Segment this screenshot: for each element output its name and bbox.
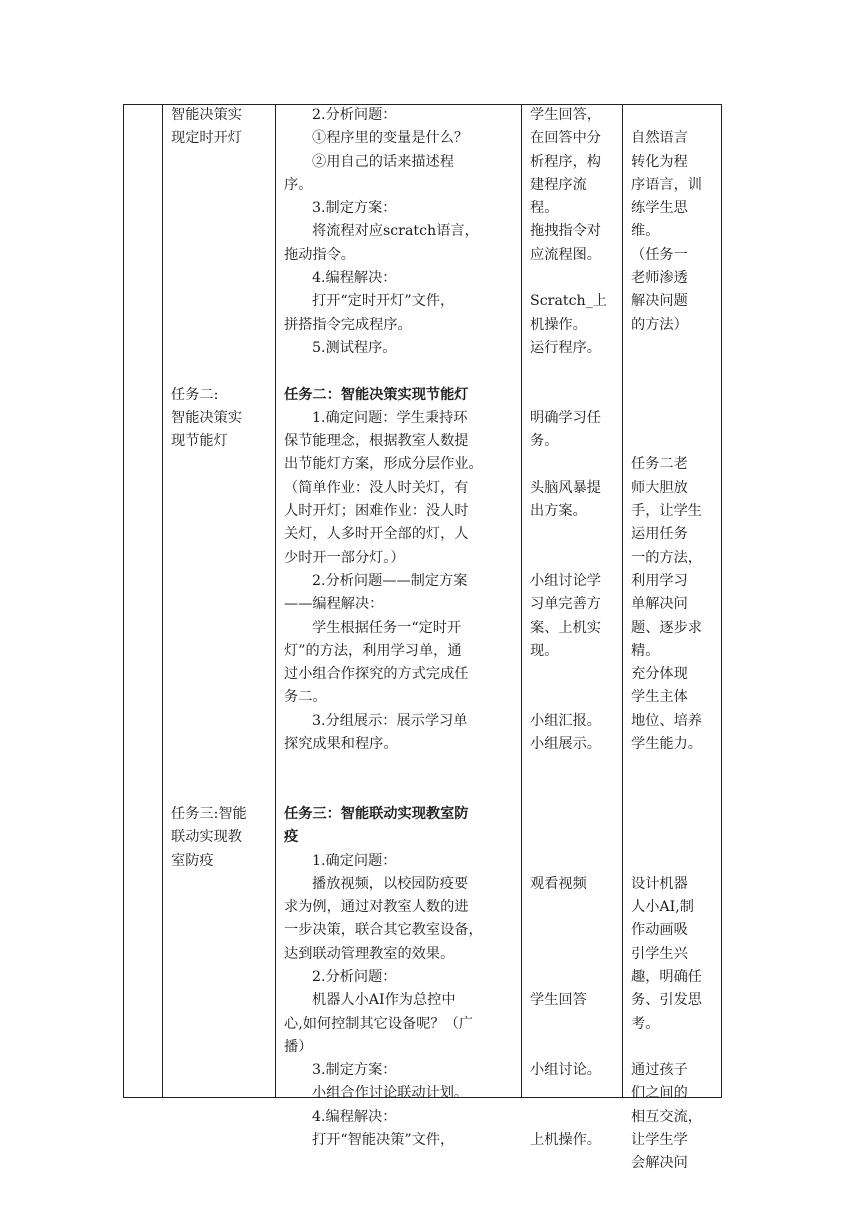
process-line: 求为例，通过对教室人数的进 xyxy=(284,899,469,916)
student-activity-line: 案、上机实 xyxy=(530,619,601,636)
teaching-process-column xyxy=(276,104,521,1152)
student-activity-line xyxy=(530,523,616,546)
design-intent-line: 运用任务 xyxy=(631,526,688,543)
design-intent-line: 题、逐步求 xyxy=(631,619,702,636)
design-intent-line: 人小AI,制 xyxy=(631,899,694,916)
design-intent-line: 作动画吸 xyxy=(631,922,688,939)
process-line: 达到联动管理教室的效果。 xyxy=(284,945,455,962)
process-line: 心,如何控制其它设备呢？（广 xyxy=(284,1015,473,1032)
task-name-line xyxy=(171,244,269,267)
student-activity-line: 析程序，构 xyxy=(530,153,601,170)
process-line xyxy=(284,360,515,383)
student-activity-line: 运行程序。 xyxy=(530,339,601,356)
task-name-line xyxy=(171,174,269,197)
process-line: （简单作业：没人时关灯，有 xyxy=(284,479,469,496)
student-activity-line xyxy=(530,360,616,383)
design-intent-line: 会解决问 xyxy=(631,1155,688,1172)
task-name-line xyxy=(171,570,269,593)
design-intent-line: 务、引发思 xyxy=(631,992,702,1009)
student-activity-line: 学生回答， xyxy=(530,107,601,123)
process-line: 过小组合作探究的方式完成任 xyxy=(284,666,469,683)
design-intent-line: 任务二老 xyxy=(631,456,688,473)
student-activity-line: 观看视频 xyxy=(530,875,587,892)
design-intent-line: 转化为程 xyxy=(631,153,688,170)
student-activity-line: 小组讨论学 xyxy=(530,572,601,589)
task-name-line xyxy=(171,314,269,337)
design-intent-column xyxy=(623,104,721,1176)
process-line: 一步决策，联合其它教室设备， xyxy=(284,922,483,939)
student-activity-line: 小组汇报。 xyxy=(530,712,601,729)
task-name-line xyxy=(171,686,269,709)
student-activity-line: 应流程图。 xyxy=(530,246,601,263)
design-intent-line: 精。 xyxy=(631,642,660,659)
process-line: 小组合作讨论联动计划。 xyxy=(312,1085,469,1102)
task-name-line xyxy=(171,477,269,500)
design-intent-line: 通过孩子 xyxy=(631,1062,688,1079)
design-intent-line: 充分体现 xyxy=(631,666,688,683)
student-activity-line: 学生回答 xyxy=(530,992,587,1009)
process-line: 学生根据任务一“定时开 xyxy=(312,619,462,636)
task-name-line: 现节能灯 xyxy=(171,433,228,450)
process-line xyxy=(284,780,515,803)
task-name-line xyxy=(171,267,269,290)
task-name-line xyxy=(171,710,269,733)
design-intent-line xyxy=(631,780,715,803)
student-activity-line xyxy=(530,547,616,570)
design-intent-line: 一的方法， xyxy=(631,549,702,566)
task-name-column xyxy=(163,104,275,873)
design-intent-line xyxy=(631,360,715,383)
student-activity-line xyxy=(530,826,616,849)
task-name-line xyxy=(171,290,269,313)
design-intent-line: 让学生学 xyxy=(631,1132,688,1149)
design-intent-line: 的方法） xyxy=(631,316,688,333)
task-name-line xyxy=(171,780,269,803)
student-activity-line: 小组展示。 xyxy=(530,736,601,753)
student-activity-column xyxy=(522,104,622,1152)
design-intent-line: 设计机器 xyxy=(631,875,688,892)
task-name-line xyxy=(171,593,269,616)
design-intent-line xyxy=(631,407,715,430)
student-activity-line xyxy=(530,663,616,686)
process-line: 3.分组展示：展示学习单 xyxy=(312,712,468,729)
student-activity-line xyxy=(530,780,616,803)
design-intent-line: 相互交流， xyxy=(631,1108,702,1125)
process-line: 拖动指令。 xyxy=(284,246,355,263)
task-name-line xyxy=(171,617,269,640)
process-line: 人时开灯；困难作业：没人时 xyxy=(284,503,469,520)
student-activity-line xyxy=(530,756,616,779)
student-activity-line: 机操作。 xyxy=(530,316,587,333)
design-intent-line xyxy=(631,756,715,779)
student-activity-line: 现。 xyxy=(530,642,559,659)
task-name-line: 智能决策实 xyxy=(171,409,242,426)
process-line: 4.编程解决： xyxy=(312,1108,397,1125)
process-line: 5.测试程序。 xyxy=(312,339,397,356)
process-line: 关灯，人多时开全部的灯，人 xyxy=(284,526,469,543)
task-heading: 任务二：智能决策实现节能灯 xyxy=(284,386,469,403)
table-border-right xyxy=(721,104,722,1098)
task-name-line xyxy=(171,197,269,220)
student-activity-line xyxy=(530,803,616,826)
design-intent-line: 地位、培养 xyxy=(631,712,702,729)
task-heading: 任务三：智能联动实现教室防 xyxy=(284,805,469,822)
process-line: 打开“定时开灯”文件， xyxy=(312,293,455,310)
design-intent-line: 序语言，训 xyxy=(631,176,702,193)
process-line: ②用自己的话来描述程 xyxy=(312,153,454,170)
process-line: ①程序里的变量是什么？ xyxy=(312,130,469,147)
task-heading: 疫 xyxy=(284,829,299,846)
process-line: 打开“智能决策”文件， xyxy=(312,1132,455,1149)
design-intent-line: 考。 xyxy=(631,1015,660,1032)
design-intent-line xyxy=(631,826,715,849)
process-line: 1.确定问题：学生秉持环 xyxy=(312,409,468,426)
student-activity-line xyxy=(530,896,616,919)
process-line: 3.制定方案： xyxy=(312,200,397,217)
design-intent-line: 单解决问 xyxy=(631,596,688,613)
design-intent-line xyxy=(631,850,715,873)
process-line: 将流程对应scratch语言， xyxy=(312,223,479,240)
design-intent-line: 维。 xyxy=(631,223,660,240)
student-activity-line: Scratch_上 xyxy=(530,293,607,310)
task-name-line xyxy=(171,733,269,756)
student-activity-line xyxy=(530,267,616,290)
design-intent-line: 学生主体 xyxy=(631,689,688,706)
design-intent-line: 自然语言 xyxy=(631,130,688,147)
student-activity-line: 上机操作。 xyxy=(530,1132,601,1149)
student-activity-line xyxy=(530,686,616,709)
student-activity-line xyxy=(530,919,616,942)
design-intent-line: 利用学习 xyxy=(631,572,688,589)
process-line: 3.制定方案： xyxy=(312,1062,397,1079)
process-line: 少时开一部分灯。） xyxy=(284,549,405,566)
process-line: 机器人小AI作为总控中 xyxy=(312,992,456,1009)
task-name-line xyxy=(171,523,269,546)
student-activity-line: 明确学习任 xyxy=(530,409,601,426)
process-line: 出节能灯方案，形成分层作业。 xyxy=(284,456,483,473)
design-intent-line: 手，让学生 xyxy=(631,503,702,520)
design-intent-line xyxy=(631,384,715,407)
task-name-line xyxy=(171,756,269,779)
task-name-line: 室防疫 xyxy=(171,852,214,869)
process-line: 2.分析问题： xyxy=(312,107,397,123)
task-name-line xyxy=(171,547,269,570)
task-name-line xyxy=(171,453,269,476)
design-intent-line: （任务一 xyxy=(631,246,688,263)
task-name-line: 现定时开灯 xyxy=(171,130,242,147)
student-activity-line: 头脑风暴提 xyxy=(530,479,601,496)
design-intent-line: 练学生思 xyxy=(631,200,688,217)
design-intent-line xyxy=(631,337,715,360)
process-line: 探究成果和程序。 xyxy=(284,736,398,753)
process-line: 4.编程解决： xyxy=(312,270,397,287)
student-activity-line xyxy=(530,453,616,476)
process-line: 播） xyxy=(284,1038,313,1055)
process-line: 保节能理念，根据教室人数提 xyxy=(284,433,469,450)
student-activity-line xyxy=(530,384,616,407)
design-intent-line: 趣，明确任 xyxy=(631,968,702,985)
task-name-line: 任务二: xyxy=(171,386,219,403)
design-intent-line: 师大胆放 xyxy=(631,479,688,496)
table-border-left xyxy=(123,104,124,1098)
process-line xyxy=(284,756,515,779)
process-line: 拼搭指令完成程序。 xyxy=(284,316,412,333)
design-intent-line: 引学生兴 xyxy=(631,945,688,962)
task-name-line xyxy=(171,220,269,243)
task-name-line xyxy=(171,151,269,174)
design-intent-line xyxy=(631,1036,715,1059)
task-name-line xyxy=(171,500,269,523)
student-activity-line: 拖拽指令对 xyxy=(530,223,601,240)
process-line: 1.确定问题： xyxy=(312,852,397,869)
task-name-line xyxy=(171,360,269,383)
student-activity-line: 程。 xyxy=(530,200,559,217)
task-name-line: 任务三:智能 xyxy=(171,805,247,822)
student-activity-line xyxy=(530,1013,616,1036)
design-intent-line xyxy=(631,803,715,826)
student-activity-line xyxy=(530,1036,616,1059)
student-activity-line xyxy=(530,966,616,989)
process-line: 2.分析问题： xyxy=(312,968,397,985)
design-intent-line: 解决问题 xyxy=(631,293,688,310)
task-name-line xyxy=(171,337,269,360)
process-line: ——编程解决： xyxy=(284,596,384,613)
process-line: 务二。 xyxy=(284,689,327,706)
task-name-line: 联动实现教 xyxy=(171,829,242,846)
process-line: 播放视频，以校园防疫要 xyxy=(312,875,469,892)
task-name-line xyxy=(171,663,269,686)
design-intent-line: 们之间的 xyxy=(631,1085,688,1102)
design-intent-line: 老师渗透 xyxy=(631,270,688,287)
student-activity-line: 小组讨论。 xyxy=(530,1062,601,1079)
student-activity-line xyxy=(530,1106,616,1129)
task-name-line: 智能决策实 xyxy=(171,107,242,123)
process-line: 2.分析问题——制定方案 xyxy=(312,572,468,589)
design-intent-line xyxy=(631,430,715,453)
process-line: 序。 xyxy=(284,176,313,193)
student-activity-line: 务。 xyxy=(530,433,559,450)
student-activity-line: 建程序流 xyxy=(530,176,587,193)
design-intent-line xyxy=(631,104,715,127)
student-activity-line: 在回答中分 xyxy=(530,130,601,147)
student-activity-line xyxy=(530,943,616,966)
process-line: 灯”的方法，利用学习单，通 xyxy=(284,642,462,659)
student-activity-line xyxy=(530,850,616,873)
design-intent-line: 学生能力。 xyxy=(631,736,702,753)
student-activity-line: 习单完善方 xyxy=(530,596,601,613)
student-activity-line xyxy=(530,1082,616,1105)
task-name-line xyxy=(171,640,269,663)
student-activity-line: 出方案。 xyxy=(530,503,587,520)
